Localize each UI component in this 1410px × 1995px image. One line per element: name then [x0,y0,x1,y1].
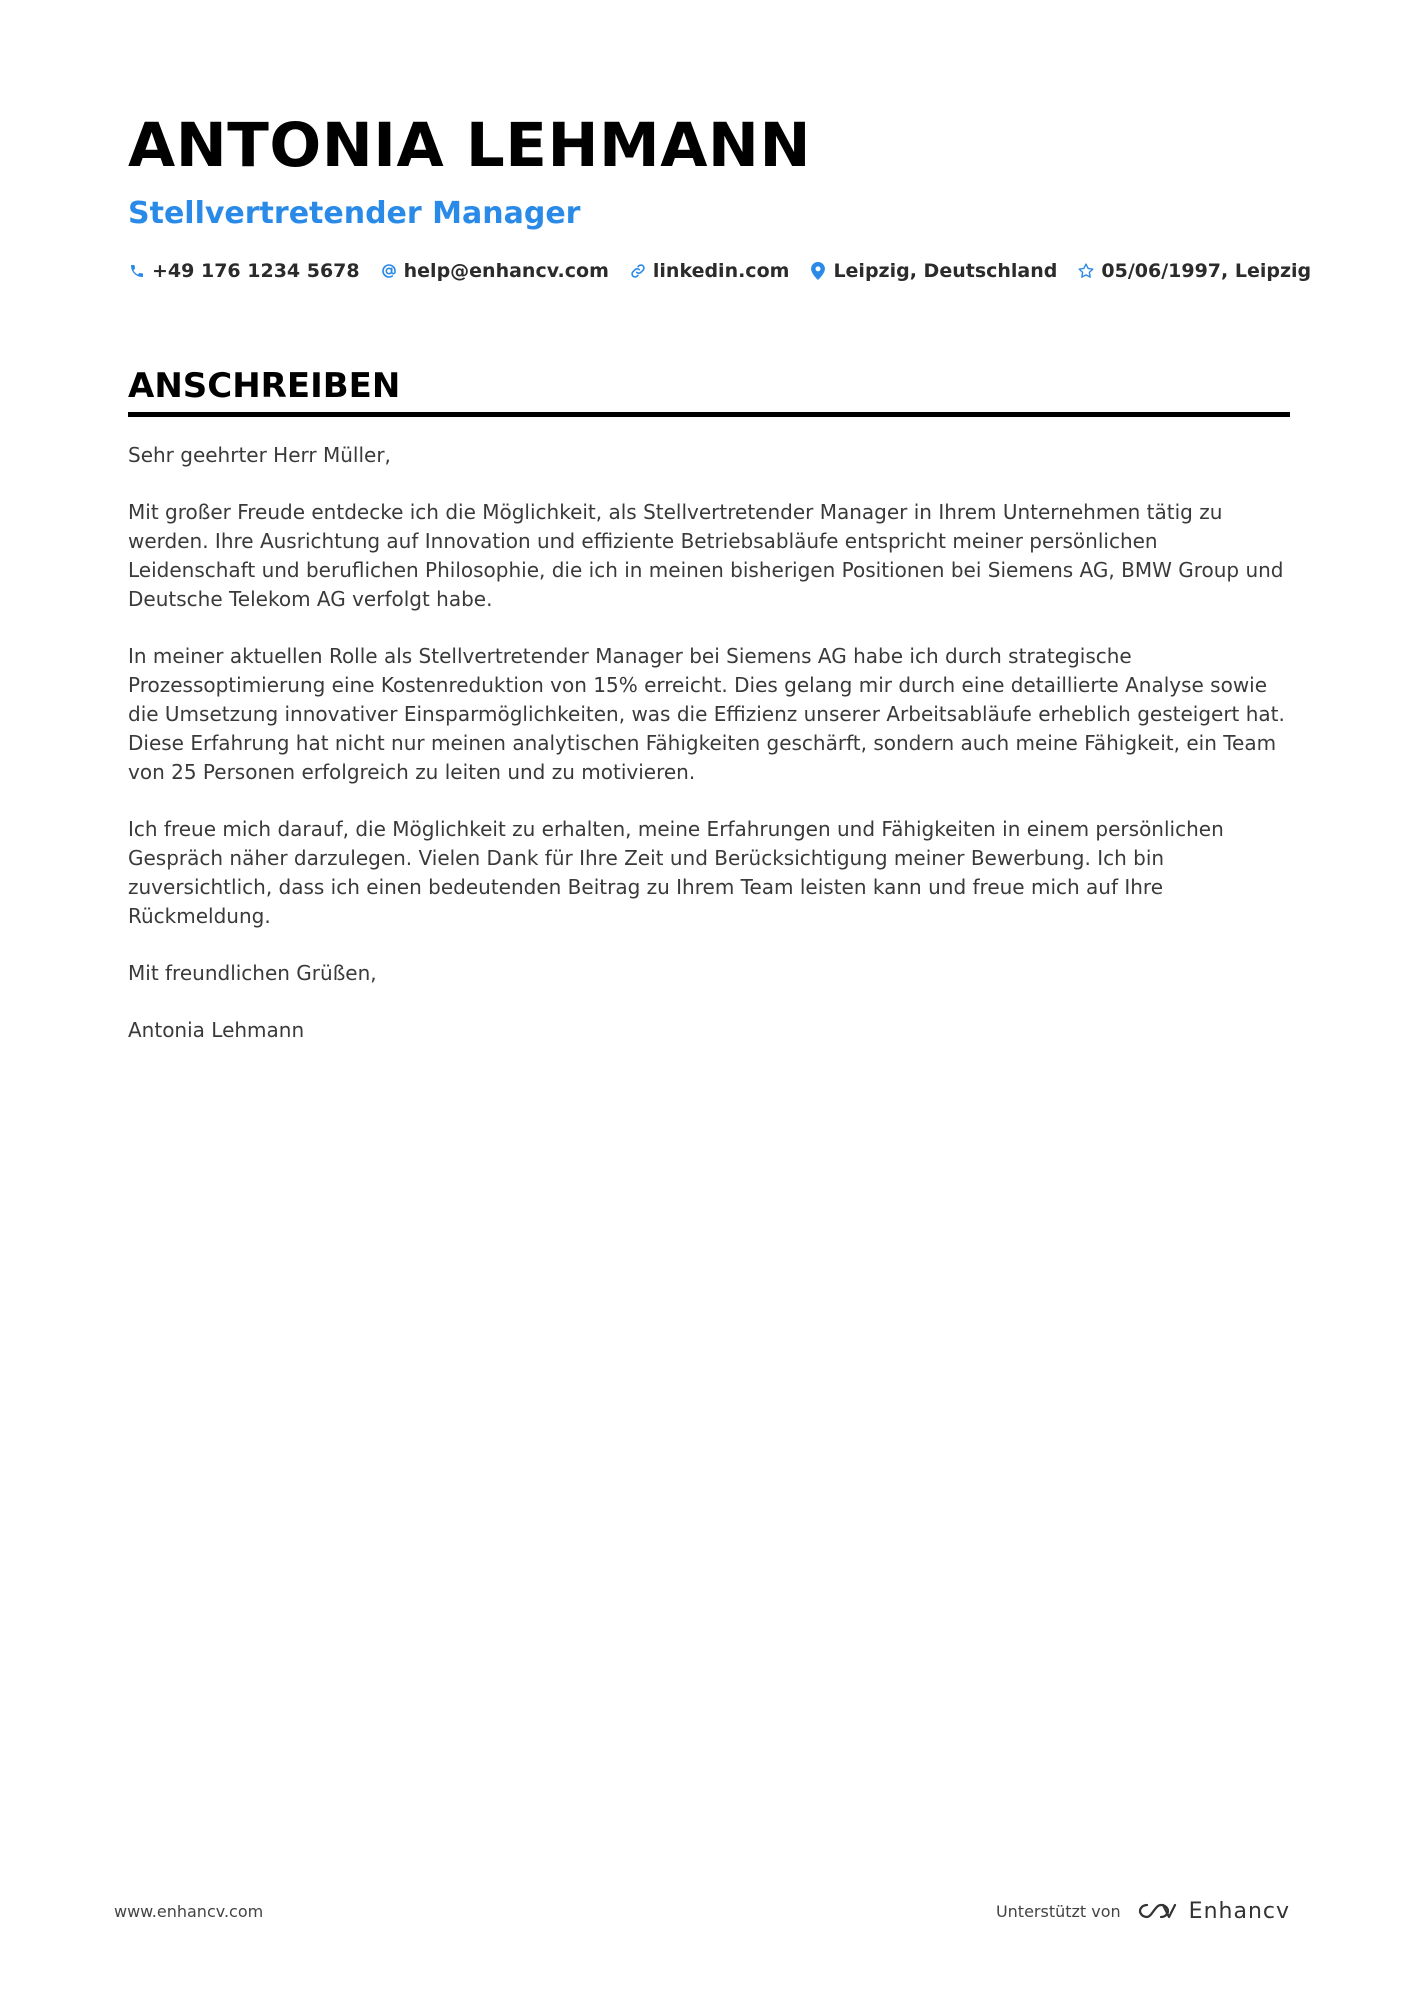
letter-paragraph-3: Ich freue mich darauf, die Möglichkeit zu erhalten, meine Erfahrungen und Fähigkeiten in einem persönlichen Gespräch näher darzulegen. Vielen Dank für Ihre Zeit und Berücksichtigung meiner Bewerbung. Ich bin zuversichtlich, dass ich einen bedeutenden Beitrag zu Ihrem Team leisten kann und freue mich auf Ihre Rückmeldung. [128,817,1224,928]
header [128,108,1312,286]
phone-icon [128,262,146,280]
contact-email-text: help@enhancv.com [403,260,609,282]
brand-name: Enhancv [1188,1898,1290,1924]
star-icon [1077,262,1095,280]
contact-linkedin [629,260,790,282]
section-divider [128,412,1290,417]
location-pin-icon [809,262,827,280]
contact-linkedin-text: linkedin.com [652,260,790,282]
letter-paragraph-2: In meiner aktuellen Rolle als Stellvertretender Manager bei Siemens AG habe ich durch strategische Prozessoptimierung eine Kostenreduktion von 15% erreicht. Dies gelang mir durch eine detaillierte Analyse sowie die Umsetzung innovativer Einsparmöglichkeiten, was die Effizienz unserer Arbeitsabläufe erheblich gesteigert hat. Diese Erfahrung hat nicht nur meinen analytischen Fähigkeiten geschärft, sondern auch meine Fähigkeit, ein Team von 25 Personen erfolgreich zu leiten und zu motivieren. [128,644,1285,784]
letter-paragraph-1: Mit großer Freude entdecke ich die Möglichkeit, als Stellvertretender Manager in Ihrem Unternehmen tätig zu werden. Ihre Ausrichtung auf Innovation und effiziente Betriebsabläufe entspricht meiner persönlichen Leidenschaft und beruflichen Philosophie, die ich in meinen bisherigen Positionen bei Siemens AG, BMW Group und Deutsche Telekom AG verfolgt habe. [128,500,1284,611]
contact-location-text: Leipzig, Deutschland [833,260,1058,282]
job-title: Stellvertretender Manager [128,196,581,231]
footer-brand [996,1899,1290,1924]
candidate-name: ANTONIA LEHMANN [128,110,812,181]
letter-salutation: Sehr geehrter Herr Müller, [128,443,391,467]
letter-closing: Mit freundlichen Grüßen, [128,961,377,985]
section-title: ANSCHREIBEN [128,366,401,406]
enhancv-logo-icon [1133,1899,1179,1923]
at-icon [380,262,398,280]
powered-by-label: Unterstützt von [995,1901,1121,1921]
contact-bar [128,256,1312,286]
footer-url[interactable]: www.enhancv.com [114,1901,264,1921]
link-icon [629,262,647,280]
contact-birth [1077,260,1311,282]
contact-phone-text: +49 176 1234 5678 [152,260,360,282]
letter-body [128,441,1290,1045]
footer [114,1894,1290,1928]
contact-phone [128,260,360,282]
contact-email [380,260,609,282]
contact-birth-text: 05/06/1997, Leipzig [1101,260,1312,282]
letter-signature: Antonia Lehmann [128,1018,305,1042]
contact-location [809,260,1057,282]
cover-letter-section [128,364,1290,1073]
